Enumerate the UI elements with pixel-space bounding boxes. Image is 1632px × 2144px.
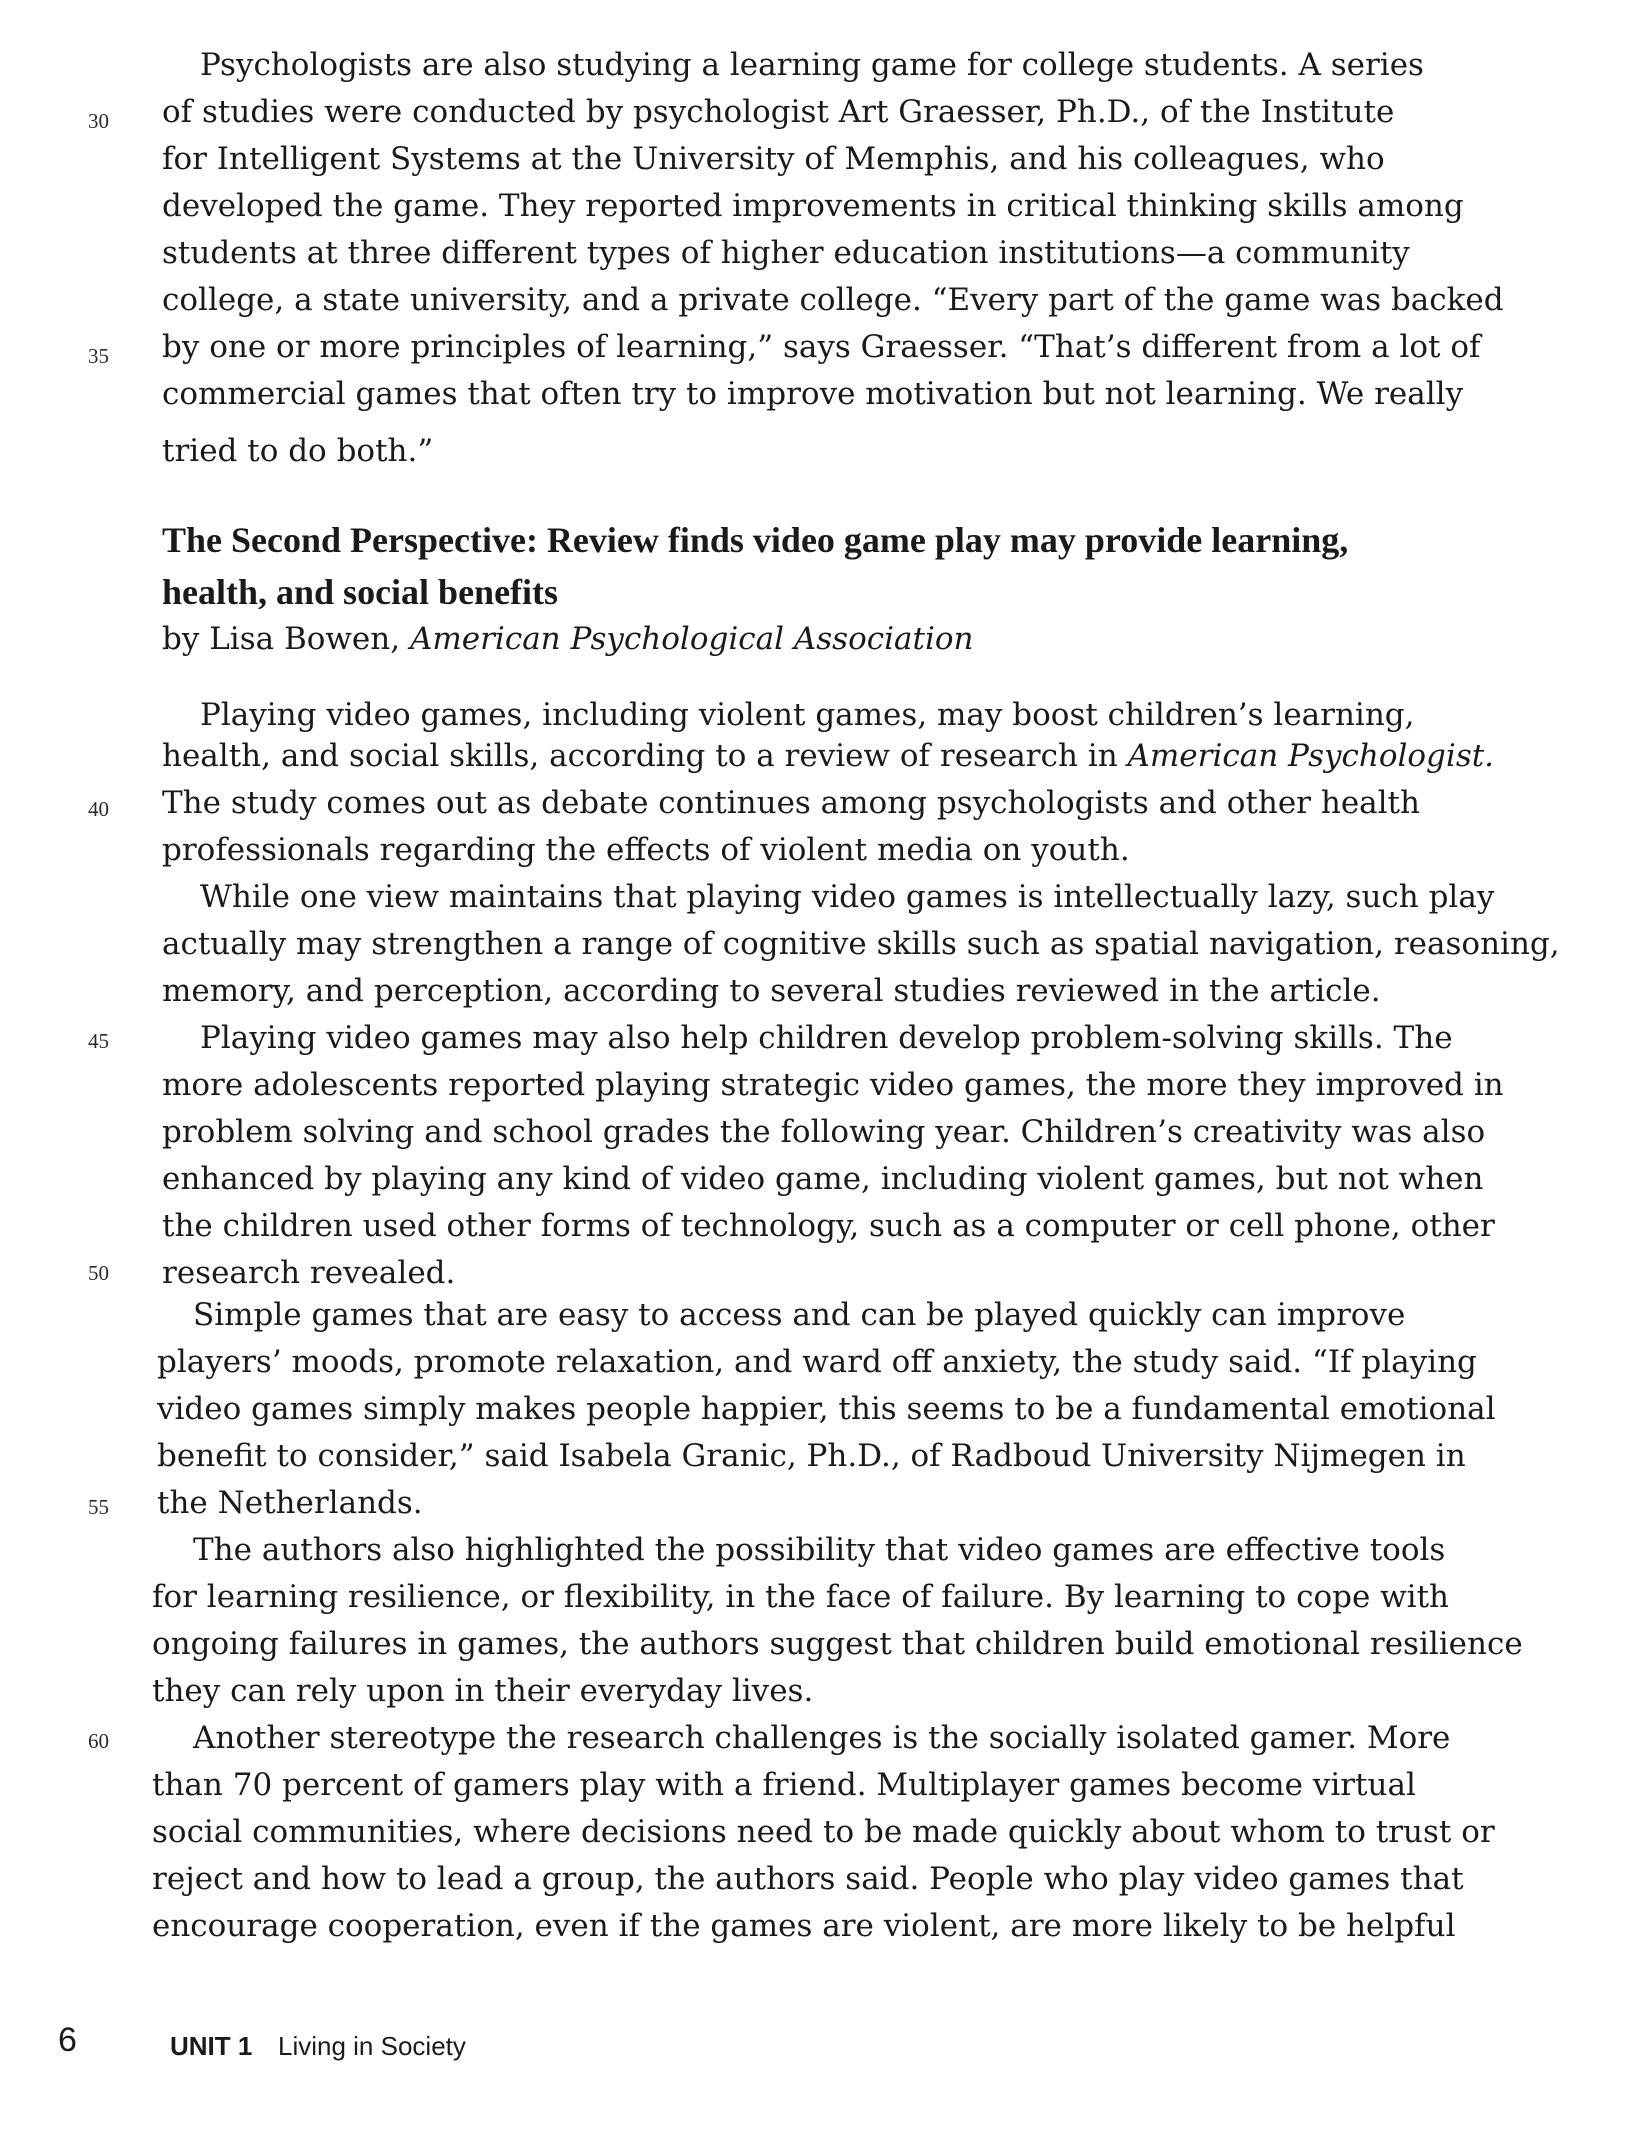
unit-label: UNIT 1 (170, 2031, 253, 2061)
text-line: than 70 percent of gamers play with a friend. Multiplayer games become virtual (152, 1767, 1416, 1803)
line-number: 55 (88, 1495, 109, 1519)
line-number: 50 (88, 1261, 109, 1285)
text-line: the children used other forms of technology, such as a computer or cell phone, other (162, 1208, 1495, 1244)
page-number: 6 (58, 2021, 77, 2059)
text-line: they can rely upon in their everyday lives. (152, 1673, 814, 1709)
text-line: enhanced by playing any kind of video game, including violent games, but not when (162, 1161, 1484, 1197)
text-line: social communities, where decisions need to be made quickly about whom to trust or (152, 1814, 1495, 1850)
text-line: Playing video games, including violent games, may boost children’s learning, (200, 697, 1415, 733)
text-line: players’ moods, promote relaxation, and ward off anxiety, the study said. “If playing (157, 1344, 1477, 1380)
text-line: actually may strengthen a range of cognitive skills such as spatial navigation, reasoning, (162, 926, 1560, 962)
text-line: by one or more principles of learning,” says Graesser. “That’s different from a lot of (162, 329, 1481, 365)
text-line: encourage cooperation, even if the games are violent, are more likely to be helpful (152, 1908, 1456, 1944)
text-line: video games simply makes people happier, this seems to be a fundamental emotional (157, 1391, 1496, 1427)
text-span: health, and social skills, according to a review of research in (162, 738, 1128, 774)
text-line: commercial games that often try to improve motivation but not learning. We really (162, 376, 1464, 412)
text-line: The authors also highlighted the possibility that video games are effective tools (193, 1532, 1446, 1568)
text-line: The study comes out as debate continues among psychologists and other health (162, 785, 1420, 821)
text-line: Another stereotype the research challenges is the socially isolated gamer. More (193, 1720, 1451, 1756)
unit-title: Living in Society (278, 2031, 466, 2061)
text-line: for Intelligent Systems at the University of Memphis, and his colleagues, who (162, 141, 1385, 177)
text-line (162, 733, 1494, 779)
text-line: students at three different types of higher education institutions—a community (162, 235, 1410, 271)
text-line: ongoing failures in games, the authors suggest that children build emotional resilience (152, 1626, 1523, 1662)
byline-author: by Lisa Bowen, (162, 621, 410, 657)
text-line: research revealed. (162, 1255, 456, 1291)
text-line: Playing video games may also help children develop problem-solving skills. The (200, 1020, 1453, 1056)
text-line: memory, and perception, according to several studies reviewed in the article. (162, 973, 1381, 1009)
section-heading-line-2: health, and social benefits (162, 572, 559, 612)
text-line: for learning resilience, or flexibility, in the face of failure. By learning to cope with (152, 1579, 1450, 1615)
text-line: of studies were conducted by psychologist Art Graesser, Ph.D., of the Institute (162, 94, 1395, 130)
byline-source: American Psychological Association (409, 621, 974, 657)
line-number: 30 (88, 109, 109, 133)
journal-name: American Psychologist. (1127, 738, 1495, 774)
text-line: Psychologists are also studying a learning game for college students. A series (200, 47, 1424, 83)
line-number: 35 (88, 344, 109, 368)
text-line: Simple games that are easy to access and can be played quickly can improve (193, 1297, 1406, 1333)
text-line: problem solving and school grades the following year. Children’s creativity was also (162, 1114, 1486, 1150)
text-line: reject and how to lead a group, the authors said. People who play video games that (152, 1861, 1464, 1897)
line-number: 45 (88, 1029, 109, 1053)
byline (162, 616, 974, 662)
text-line: tried to do both.” (162, 433, 434, 469)
line-number: 60 (88, 1729, 109, 1753)
text-line: more adolescents reported playing strategic video games, the more they improved in (162, 1067, 1504, 1103)
text-line: While one view maintains that playing video games is intellectually lazy, such play (200, 879, 1495, 915)
section-heading-line-1: The Second Perspective: Review finds video game play may provide learning, (162, 520, 1349, 560)
text-line: professionals regarding the effects of violent media on youth. (162, 832, 1130, 868)
line-number: 40 (88, 797, 109, 821)
text-line: college, a state university, and a private college. “Every part of the game was backed (162, 282, 1504, 318)
text-line: developed the game. They reported improvements in critical thinking skills among (162, 188, 1464, 224)
text-line: the Netherlands. (157, 1485, 423, 1521)
text-line: benefit to consider,” said Isabela Granic, Ph.D., of Radboud University Nijmegen in (157, 1438, 1466, 1474)
